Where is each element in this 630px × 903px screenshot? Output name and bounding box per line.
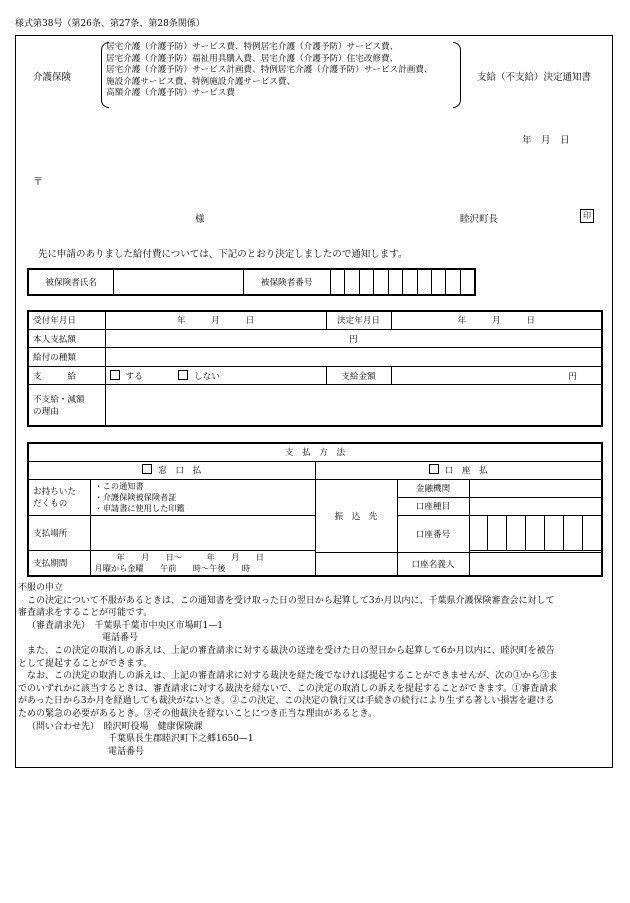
insured-number-label: 被保険者番号 — [243, 269, 330, 295]
decision-date-label: 決定年月日 — [326, 311, 391, 329]
window-payment-header — [28, 461, 315, 479]
reason-label-line2: の理由 — [33, 407, 59, 418]
addressee-honorific: 様 — [195, 214, 205, 225]
bring-item: ・この通知書 — [94, 480, 144, 491]
notes-p2-line1: また、この決定の取消しの訴えは、上記の審査請求に対する裁決の送達を受けた日の翌日から起算して6か月以内に、睦沢町を被告 — [27, 645, 555, 656]
window-payment-title: 窓 口 払 — [158, 466, 202, 476]
amount-value[interactable]: 円 — [391, 366, 602, 384]
contact-phone: 電話番号 — [108, 746, 145, 757]
notes-p3-line3: があった日から3か月を経過しても裁決がないとき。②この決定、この決定の執行又は手続きの続行により生ずる著しい損害を避ける — [18, 696, 555, 707]
payment-place-label: 支払場所 — [28, 515, 90, 550]
notes-p3-line1: なお、この決定の取消しの訴えは、上記の審査請求に対する裁決を経た後でなければ提起することができませんが、次の①から③ま — [27, 671, 559, 682]
seal-mark: 印 — [580, 209, 594, 223]
account-digit[interactable] — [526, 516, 545, 550]
payment-period-label: 支払期間 — [28, 550, 90, 576]
account-digit[interactable] — [507, 516, 526, 550]
review-phone: 電話番号 — [102, 633, 139, 644]
self-pay-label: 本人支払額 — [28, 329, 105, 347]
account-digit[interactable] — [583, 516, 601, 550]
notes-p2-line2: として提起することができます。 — [18, 658, 153, 669]
option-no-label: しない — [194, 371, 220, 382]
account-holder-label: 口座名義人 — [397, 553, 469, 577]
service-list — [101, 42, 461, 110]
service-line-4: 施設介護サービス費、特例施設介護サービス費、 — [106, 76, 296, 87]
account-number-grid — [470, 516, 602, 550]
benefit-type-label: 給付の種類 — [28, 348, 105, 366]
intro-text: 先に申請のありました給付費については、下記のとおり決定しましたので通知します。 — [38, 249, 408, 260]
bank-payment-header — [315, 461, 602, 479]
account-number-label: 口座番号 — [397, 515, 469, 553]
account-type-label: 口座種目 — [397, 497, 469, 515]
notes-p3-line4: ための緊急の必要があるとき。③その他裁決を経ないことにつき正当な理由があるとき。 — [18, 708, 378, 719]
service-line-3: 居宅介護（介護予防）サービス計画費、特例居宅介護（介護予防）サービス計画費、 — [106, 65, 433, 75]
option-yes-label: する — [125, 371, 143, 382]
issuer-name: 睦沢町長 — [460, 214, 499, 225]
bring-item: ・介護保険被保険者証 — [94, 491, 177, 502]
benefit-type-value[interactable] — [105, 348, 602, 366]
insured-number-digit[interactable] — [432, 269, 446, 295]
payment-label: 支 給 — [28, 366, 105, 384]
insured-table — [27, 268, 476, 296]
account-holder-value[interactable] — [469, 553, 602, 577]
decision-date-value[interactable]: 年 月 日 — [391, 311, 602, 329]
contact-label: （問い合わせ先） 睦沢町役場 健康保険課 — [27, 721, 203, 732]
payment-place-value[interactable] — [90, 515, 315, 550]
notice-title: 支給（不支給）決定通知書 — [477, 72, 592, 83]
bank-payment-title: 口 座 払 — [444, 466, 488, 476]
payment-options — [105, 366, 326, 384]
checkbox-bank[interactable] — [429, 464, 439, 474]
account-number-digits[interactable] — [469, 515, 602, 550]
form-number: 様式第38号（第26条、第27条、第28条関係） — [15, 19, 205, 29]
notes-heading: 不服の申立 — [18, 583, 64, 593]
issue-date: 年 月 日 — [522, 135, 570, 146]
contact-address: 千葉県長生郡睦沢町下之郷1650—1 — [108, 734, 254, 745]
reason-value[interactable] — [105, 385, 602, 426]
account-digit[interactable] — [564, 516, 583, 550]
service-line-1: 居宅介護（介護予防）サービス費、特例居宅介護（介護予防）サービス費、 — [106, 42, 399, 52]
decision-table — [27, 310, 603, 427]
insured-number-digit[interactable] — [417, 269, 431, 295]
period-line-1: 年 月 日〜 年 月 日 — [116, 551, 264, 562]
bring-label-line1: お持ちいた — [33, 487, 76, 497]
reason-label — [28, 385, 105, 426]
account-digit[interactable] — [470, 516, 488, 550]
checkbox-no[interactable] — [178, 370, 188, 380]
self-pay-value[interactable]: 円 — [105, 329, 602, 347]
amount-label: 支給金額 — [326, 366, 391, 384]
payment-period-value[interactable] — [90, 550, 315, 576]
insured-name-field[interactable] — [114, 269, 243, 295]
bank-name-value[interactable] — [469, 479, 602, 497]
insured-number-digit[interactable] — [388, 269, 402, 295]
bring-label-line2: だくもの — [33, 499, 68, 509]
insured-number-digit[interactable] — [359, 269, 373, 295]
service-line-5: 高額介護（介護予防）サービス費 — [106, 88, 235, 98]
insured-number-digit[interactable] — [403, 269, 417, 295]
period-line-2: 月曜から金曜 午前 時〜午後 時 — [94, 562, 251, 573]
right-brace — [453, 42, 461, 108]
service-line-2: 居宅介護（介護予防）福祉用具購入費、居宅介護（介護予防）住宅改修費、 — [106, 53, 399, 64]
bring-items-list — [90, 479, 315, 515]
bank-name-label: 金融機関 — [397, 479, 469, 497]
bring-items-label — [28, 479, 90, 515]
account-type-value[interactable] — [469, 497, 602, 515]
checkbox-window[interactable] — [142, 464, 152, 474]
insured-name-label: 被保険者氏名 — [28, 269, 114, 295]
postal-mark: 〒 — [33, 177, 43, 188]
insurance-label: 介護保険 — [33, 72, 72, 83]
review-destination: （審査請求先） 千葉県千葉市中央区市場町1—1 — [27, 620, 223, 631]
insured-number-digit[interactable] — [460, 269, 475, 295]
transfer-label: 振 込 先 — [315, 479, 397, 553]
received-date-value[interactable]: 年 月 日 — [105, 311, 326, 329]
payment-method-table — [27, 442, 603, 577]
notes-p1-line1: この決定について不服があるときは、この通知書を受け取った日の翌日から起算して3か月以内に、千葉県介護保険審査会に対して — [27, 595, 555, 606]
checkbox-yes[interactable] — [110, 370, 120, 380]
reason-label-line1: 不支給・減額 — [33, 395, 85, 406]
insured-number-digit[interactable] — [330, 269, 344, 295]
insured-number-digit[interactable] — [446, 269, 460, 295]
payment-method-title: 支 払 方 法 — [28, 443, 602, 461]
received-date-label: 受付年月日 — [28, 311, 105, 329]
notes-p1-line2: 審査請求をすることが可能です。 — [18, 608, 153, 619]
notes-p3-line2: でのいずれかに該当するときは、審査請求に対する裁決を経ないで、この決定の取消しの訴えを提起することができます。①審査請求 — [18, 683, 558, 694]
appeal-notes — [18, 582, 610, 758]
account-digit[interactable] — [545, 516, 564, 550]
account-digit[interactable] — [488, 516, 507, 550]
insured-number-digit[interactable] — [374, 269, 388, 295]
insured-number-digit[interactable] — [345, 269, 359, 295]
bring-item: ・申請書に使用した印鑑 — [94, 502, 185, 513]
